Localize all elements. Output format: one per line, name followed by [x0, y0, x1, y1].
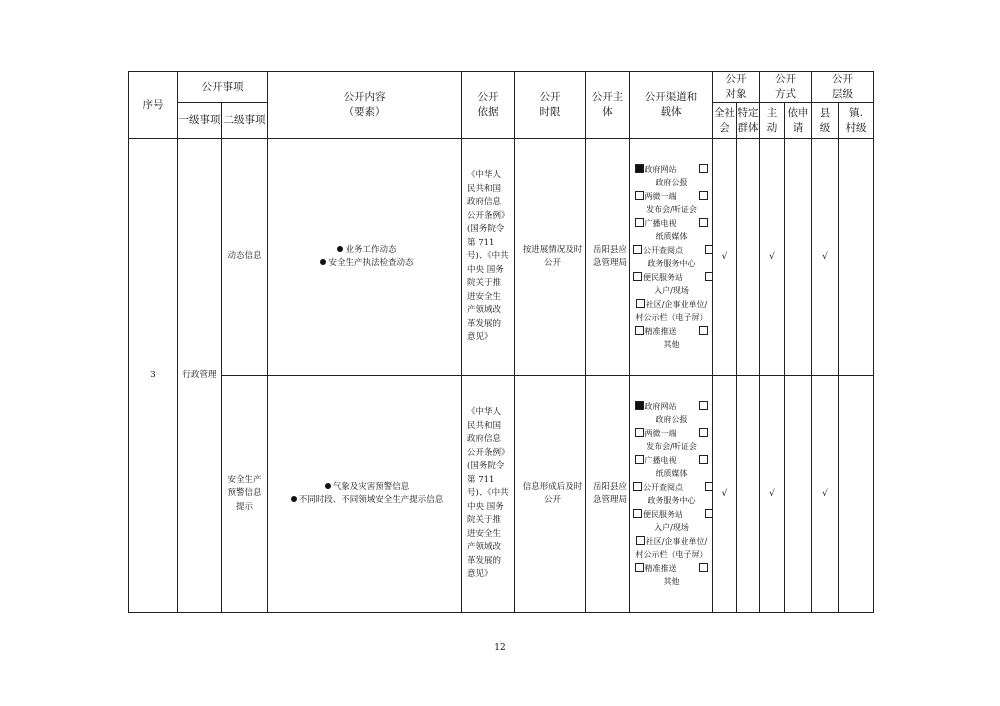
checkbox-icon [699, 326, 708, 335]
content-text: 业务工作动态 [345, 244, 397, 255]
channel-line [633, 176, 710, 190]
cell-level2: 安全生产预警信息提示 [222, 376, 268, 613]
checkbox-icon [699, 191, 708, 200]
header-subject: 公开主 体 [586, 72, 630, 139]
mark-level-county: √ [812, 139, 839, 376]
checkbox-icon [699, 563, 708, 572]
bullet-icon [325, 483, 331, 489]
channel-label: 入户/现场 [654, 286, 689, 295]
channel-label: 两微一端 [644, 191, 677, 201]
channel-label: 政务服务中心 [647, 259, 696, 268]
cell-channels [630, 376, 713, 613]
channel-line [633, 217, 710, 231]
channel-line [633, 413, 710, 427]
cell-level1: 行政管理 [178, 139, 222, 613]
channel-line [633, 284, 710, 298]
channel-line [633, 190, 710, 204]
channel-line [633, 400, 710, 414]
content-text: 安全生产执法检查动态 [328, 258, 414, 268]
checkbox-icon [633, 482, 642, 491]
header-content: 公开内容 （要素） [268, 72, 462, 139]
channel-label: 纸质媒体 [655, 469, 688, 478]
checkbox-icon [633, 245, 642, 254]
channel-line [633, 467, 710, 481]
checkbox-icon [699, 455, 708, 464]
bullet-icon [291, 496, 297, 502]
content-item [273, 494, 461, 508]
header-target-all: 全社 会 [713, 103, 737, 139]
channel-line [633, 257, 710, 271]
mark-level-town [839, 139, 874, 376]
header-basis: 公开 依据 [462, 72, 515, 139]
channel-line [633, 163, 710, 177]
channel-line [633, 454, 710, 468]
cell-subject: 岳阳县应急管理局 [586, 376, 630, 613]
checkbox-icon [635, 164, 644, 173]
cell-basis: 《中华人民共和国政府信息公开条例》(国务院令第 711号)、《中共中央 国务院关于推进安全生产领域改革发展的意见》 [462, 139, 515, 376]
header-target: 公开 对象 [713, 72, 760, 103]
checkbox-icon [636, 299, 645, 308]
channel-label: 公开查阅点 [643, 482, 683, 492]
content-text: 不同时段、不同领域安全生产提示信息 [298, 495, 444, 505]
channel-line [633, 440, 710, 454]
channel-label: 两微一端 [644, 428, 677, 438]
channel-label: 政府网站 [644, 164, 677, 174]
channel-line [633, 244, 710, 258]
checkbox-icon [636, 536, 645, 545]
channel-line [633, 203, 710, 217]
channel-label: 便民服务站 [643, 272, 683, 282]
checkbox-icon [635, 455, 644, 464]
channel-line [633, 521, 710, 535]
checkbox-icon [705, 482, 713, 491]
table-row [129, 376, 874, 613]
content-text: 气象及灾害预警信息 [332, 481, 410, 492]
content-item [273, 244, 461, 258]
content-item [273, 481, 461, 495]
header-channel: 公开渠道和 载体 [630, 72, 713, 139]
cell-subject: 岳阳县应急管理局 [586, 139, 630, 376]
checkbox-icon [633, 509, 642, 518]
checkbox-icon [635, 191, 644, 200]
cell-seq: 3 [129, 139, 178, 613]
mark-target-specific [737, 139, 760, 376]
checkbox-icon [635, 218, 644, 227]
bullet-icon [320, 259, 326, 265]
channel-line [633, 230, 710, 244]
channel-line [633, 508, 710, 522]
checkbox-icon [635, 428, 644, 437]
channel-label: 政务服务中心 [647, 496, 696, 505]
channel-label: 发布会/听证会 [646, 205, 697, 214]
channel-line [633, 325, 710, 339]
header-time-limit: 公开 时限 [515, 72, 586, 139]
channel-label: 社区/企事业单位/村公示栏（电子屏） [635, 299, 708, 322]
channel-line [633, 271, 710, 285]
header-mode-active: 主 动 [760, 103, 785, 139]
cell-content [268, 376, 462, 613]
header-level2: 二级事项 [222, 103, 268, 139]
checkbox-icon [699, 428, 708, 437]
page-number: 12 [494, 643, 506, 653]
header-mode-request: 依申 请 [785, 103, 812, 139]
mark-mode-request [785, 139, 812, 376]
channel-label: 便民服务站 [643, 509, 683, 519]
header-level: 公开 层级 [812, 72, 874, 103]
channel-line [633, 298, 710, 325]
mark-mode-active: √ [760, 139, 785, 376]
channel-label: 精准推送 [644, 563, 677, 573]
channel-line [633, 481, 710, 495]
channel-line [633, 535, 710, 562]
checkbox-icon [705, 509, 713, 518]
channel-label: 广播电视 [644, 455, 677, 465]
checkbox-icon [699, 401, 708, 410]
channel-label: 广播电视 [644, 218, 677, 228]
mark-target-specific [737, 376, 760, 613]
disclosure-table [128, 71, 874, 613]
channel-line [633, 575, 710, 589]
checkbox-icon [633, 272, 642, 281]
header-mode: 公开 方式 [760, 72, 812, 103]
channel-label: 纸质媒体 [655, 232, 688, 241]
channel-label: 社区/企事业单位/村公示栏（电子屏） [635, 536, 708, 559]
header-target-specific: 特定 群体 [737, 103, 760, 139]
header-level-county: 县 级 [812, 103, 839, 139]
checkbox-icon [635, 401, 644, 410]
mark-target-all: √ [713, 139, 737, 376]
channel-line [633, 427, 710, 441]
checkbox-icon [699, 218, 708, 227]
checkbox-icon [705, 245, 713, 254]
channel-label: 其他 [663, 340, 680, 349]
mark-target-all: √ [713, 376, 737, 613]
channel-label: 其他 [663, 577, 680, 586]
table-row [129, 139, 874, 376]
header-level-town: 镇. 村级 [839, 103, 874, 139]
cell-channels [630, 139, 713, 376]
mark-level-town [839, 376, 874, 613]
channel-label: 政府公报 [655, 178, 688, 187]
header-item: 公开事项 [178, 72, 268, 103]
channel-line [633, 562, 710, 576]
header-seq: 序号 [129, 72, 178, 139]
header-level1: 一级事项 [178, 103, 222, 139]
checkbox-icon [635, 326, 644, 335]
channel-label: 精准推送 [644, 326, 677, 336]
cell-level2: 动态信息 [222, 139, 268, 376]
cell-basis: 《中华人民共和国政府信息公开条例》(国务院令第 711号)、《中共中央 国务院关于推进安全生产领域改革发展的意见》 [462, 376, 515, 613]
channel-label: 政府公报 [655, 415, 688, 424]
channel-label: 政府网站 [644, 401, 677, 411]
checkbox-icon [635, 563, 644, 572]
cell-time-limit: 信息形成后及时公开 [515, 376, 586, 613]
checkbox-icon [705, 272, 713, 281]
mark-level-county: √ [812, 376, 839, 613]
content-item [273, 257, 461, 271]
channel-line [633, 338, 710, 352]
channel-label: 公开查阅点 [643, 245, 683, 255]
mark-mode-request [785, 376, 812, 613]
cell-time-limit: 按进展情况及时公开 [515, 139, 586, 376]
bullet-icon [337, 246, 343, 252]
channel-label: 入户/现场 [654, 523, 689, 532]
channel-line [633, 494, 710, 508]
cell-content [268, 139, 462, 376]
mark-mode-active: √ [760, 376, 785, 613]
checkbox-icon [699, 164, 708, 173]
channel-label: 发布会/听证会 [646, 442, 697, 451]
